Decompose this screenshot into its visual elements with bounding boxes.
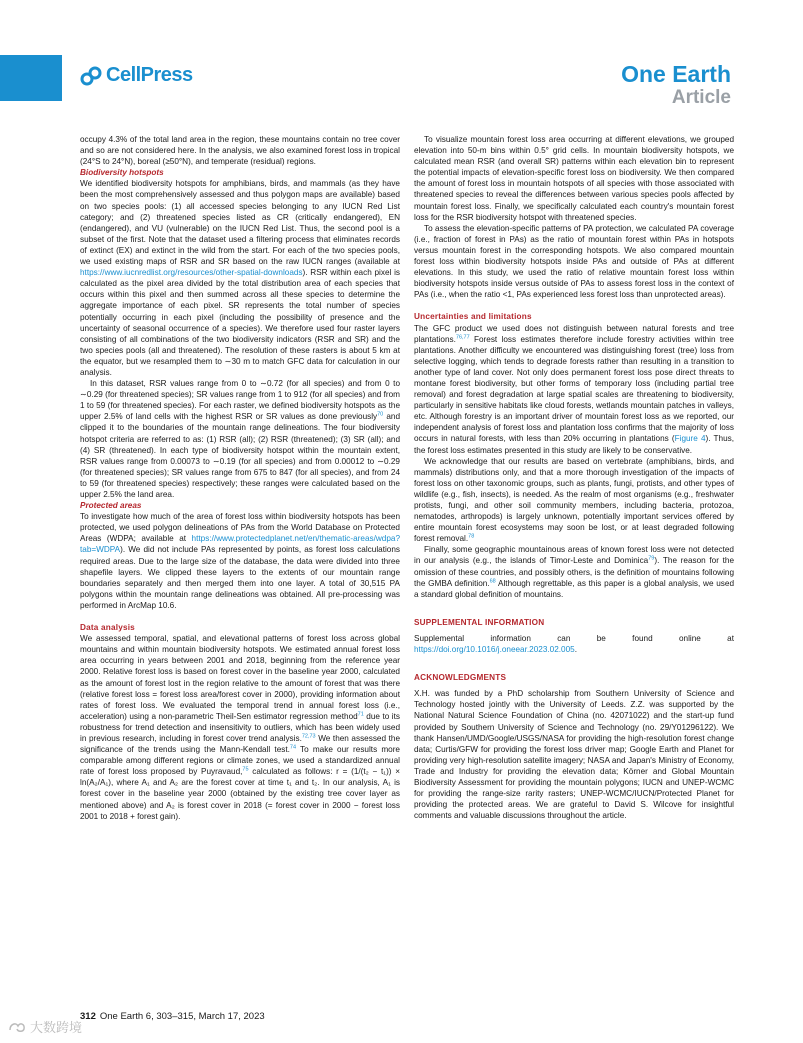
paragraph: To investigate how much of the area of forest loss within biodiversity hotspots has been protected, we used polygon delineations of PAs from the World Database on Protected Areas (WDPA; available at https://www.protectedplanet.net/en/thematic-areas/wdpa?tab=WDPA). We did not include PAs represented by points, as forest loss calculations required areas. Due to the large size of the database, the data were divided into three shapefile layers. We clipped these layers to the extents of our mountain range boundaries separately and then merged them into one layer. A total of 30,515 PA polygons within the mountain range delineations was obtained. All pre-processing was performed in ArcMap 10.6. bbox=[80, 512, 400, 610]
cellpress-logo-icon bbox=[80, 65, 102, 87]
reference[interactable]: 76,77 bbox=[455, 333, 470, 340]
watermark-icon bbox=[8, 1020, 26, 1034]
watermark-text: 大数跨境 bbox=[30, 1020, 83, 1035]
page-number: 312 bbox=[80, 1011, 96, 1022]
reference[interactable]: 68 bbox=[489, 577, 496, 584]
publisher-name: CellPress bbox=[106, 64, 193, 86]
section-tab bbox=[0, 55, 62, 101]
reference[interactable]: 71 bbox=[357, 711, 364, 718]
reference[interactable]: 72,73 bbox=[301, 733, 316, 740]
figure-link[interactable]: Figure 4 bbox=[674, 434, 706, 444]
citation: One Earth 6, 303–315, March 17, 2023 bbox=[99, 1011, 265, 1022]
subheading-biodiversity-hotspots: Biodiversity hotspots bbox=[80, 168, 164, 178]
reference[interactable]: 79 bbox=[648, 555, 655, 562]
heading-acknowledgments: ACKNOWLEDGMENTS bbox=[414, 673, 507, 683]
paragraph: We acknowledge that our results are based on vertebrate (amphibians, birds, and mammals) distributions only, and that a more thorough investigation of the impacts of forest loss on other taxonomic groups, such as plants, fungi, protists, and other types of wildlife (e.g., fish, insects), is needed. As the realm of most organisms (e.g., freshwater protists, fungi, and other soil community members, including bacteria, protozoa, nematodes, arthropods) is largely unknown, potentially important services offered by entire mountain forest ecosystems may soon be lost, or at least degraded following forest removal.$^{78}$ bbox=[414, 456, 734, 544]
reference[interactable]: 70 bbox=[377, 411, 384, 418]
journal-name: One Earth bbox=[621, 61, 731, 87]
page-footer bbox=[80, 1011, 265, 1022]
reference[interactable]: 75 bbox=[242, 766, 249, 773]
subheading-protected-areas: Protected areas bbox=[80, 501, 142, 511]
paragraph: X.H. was funded by a PhD scholarship from Southern University of Science and Technology hosted jointly with the University of Leeds. Z.Z. was supported by the National Natural Science Foundation of China (no. 42071022) and the start-up fund provided by Southern University of Science and Technology (no. 29/Y01296122). We thank Hansen/UMD/Google/USGS/NASA for providing the high-resolution forest change data; Curtis/GFW for providing the forest loss driver map; Google Earth and Planet for providing very high-resolution satellite imagery; NASA and Japan's Ministry of Economy, Trade and Industry for providing the elevation data; Körner and Global Mountain Biodiversity Assessment for providing the mountain polygons; IUCN and UNEP-WCMC for providing the range-size rarity rasters; UNEP-WCMC/IUCN/Protected Planet for providing the protected areas. We are grateful to David S. Wilcove for insightful comments and valuable discussions throughout the article. bbox=[414, 689, 734, 821]
iucn-link[interactable]: https://www.iucnredlist.org/resources/other-spatial-downloads bbox=[80, 268, 303, 278]
paragraph: We assessed temporal, spatial, and elevational patterns of forest loss across global mountains and within mountain biodiversity hotspots. We estimated annual forest loss area occurring in years between 2001 and 2018, beginning from the reference year 2000. Relative forest loss is based on forest cover in the baseline year 2000, calculated as the amount of forest lost in the region relative to the amount of forest that was there (relative forest loss = forest loss area/forest cover in 2000), providing information about rates of forest loss. We evaluated the temporal trend in annual forest loss (i.e., acceleration) using a non-parametric Theil-Sen estimator regression method$^{71}$ due to its robustness for trend detection and insensitivity to outliers, which has been widely used in previous research, including in forest cover trend analysis.$^{72,73}$ We then assessed the significance of the trends using the Mann-Kendall test.$^{74}$ To make our results more comparable among different regions or climate zones, we used a standardized annual rate of forest loss proposed by Puyravaud,$^{75}$ calculated as follows: r = (1/(t₂ − t₁)) × ln(A₂/A₁), where A₁ and A₂ are the forest cover at time t₁ and t₂. In our analysis, A₁ is forest cover in the baseline year 2000 (obtained by the existing tree cover layer as mentioned above) and A₂ is forest cover in 2018 (= forest cover in 2000 − forest loss 2001 to 2018 + forest gain). bbox=[80, 634, 401, 821]
paragraph: Supplemental information can be found online at https://doi.org/10.1016/j.oneear.2023.02.005. bbox=[414, 633, 734, 655]
paragraph: To assess the elevation-specific patterns of PA protection, we calculated PA coverage (i.e., fraction of forest in PAs) as the ratio of mountain forest within PAs in hotspots versus mountain forest in the corresponding hotspots. We also compared mountain forest loss within biodiversity hotspots inside PAs and outside of PAs at different elevations. In this study, we used the ratio of relative mountain forest loss within biodiversity hotspots inside versus outside of PAs to assess forest loss in the context of PAs (i.e., when the ratio <1, PAs experienced less forest loss than unprotected areas). bbox=[414, 223, 734, 300]
heading-supplemental: SUPPLEMENTAL INFORMATION bbox=[414, 617, 545, 627]
right-column bbox=[414, 134, 734, 821]
journal-header bbox=[621, 62, 731, 109]
watermark bbox=[8, 1017, 82, 1036]
left-column bbox=[80, 134, 400, 822]
article-type: Article bbox=[671, 87, 731, 108]
heading-uncertainties: Uncertainties and limitations bbox=[414, 312, 532, 322]
paragraph: We identified biodiversity hotspots for amphibians, birds, and mammals (as they have been the most comprehensively assessed and thus polygon maps are available) based on two species pools: (1) all accessed species belonging to any IUCN Red List category; and (2) threatened species listed as CR (critically endangered), EN (endangered), and VU (vulnerable) on the IUCN Red List. Thus, the second pool is a subset of the first. Note that the dataset used a filtering process that eliminates records of extinct (EX) and extinct in the wild from the start. For each of the two species pools, we used existing maps of RSR and SR based on the raw IUCN ranges (available at https://www.iucnredlist.org/resources/other-spatial-downloads). RSR within each pixel is calculated as the pixel area divided by the total distribution area of each species that occurs within this pixel and then summed across all these species to determine the aggregate importance of each pixel. SR represents the total number of species potentially occurring in each pixel (including the possibility of presence and the uncertainty of seasonal occurrence of a species). We therefore used four raster layers consisting of all combinations of the two biodiversity indicators (RSR and SR) and the two species pools (all and threatened). The resolution of these rasters is about 5 km at the equator, but we resampled them to ∼30 m to match GFC data for calculation in our analysis. bbox=[80, 179, 400, 377]
reference[interactable]: 74 bbox=[289, 744, 297, 751]
heading-data-analysis: Data analysis bbox=[80, 623, 135, 633]
doi-link[interactable]: https://doi.org/10.1016/j.oneear.2023.02.005 bbox=[414, 645, 575, 655]
paragraph: Finally, some geographic mountainous areas of known forest loss were not detected in our analysis (e.g., the islands of Timor-Leste and Dominica$^{79}$). The reason for the omission of these countries, and possibly others, is the definition of mountains following the GMBA definition.$^{68}$ Although regrettable, as this paper is a global analysis, we used a standard global definition of mountains. bbox=[414, 545, 734, 599]
cellpress-logo[interactable] bbox=[80, 64, 193, 87]
paragraph: The GFC product we used does not distinguish between natural forests and tree plantations.$^{76,77}$ Forest loss estimates therefore include forestry activities within tree plantations. Another difficulty we encountered was distinguishing forest (tree) loss from selective logging, which tends to degrade forests rather than resulting in a transition to another type of land cover. Not only does permanent forest loss pose direct threats to montane forest biodiversity, but other forms of temporary loss (including partial tree removal) and forest degradation at large spatial scales are threatening to biodiversity, particularly in sensitive habitats like cloud forests, wetlands mountain patches in valleys, etc. Although forestry is an important driver of mountain forest loss as we reported, our independent analysis of forest loss and plantation loss confirms that the majority of loss occurs in natural forests, with less than 20% occurring in plantations (Figure 4). Thus, the forest loss estimates presented in this study are likely to be conservative. bbox=[414, 323, 734, 455]
wdpa-link[interactable]: https://www.protectedplanet.net/en/thematic-areas/wdpa?tab=WDPA bbox=[80, 534, 400, 555]
paragraph: In this dataset, RSR values range from 0 to ∼0.72 (for all species) and from 0 to ∼0.29 (for threatened species); SR values range from 1 to 912 (for all species) and from 1 to 59 (for threatened species). For each raster, we defined biodiversity hotspots as the upper 2.5% of land cells with the highest RSR or SR values as done previously$^{70}$ and clipped it to the boundaries of the mountain range delineations. The four biodiversity hotspot criteria are referred to as: (1) RSR (all); (2) RSR (threatened); (3) SR (all); and (4) SR (threatened). In each type of biodiversity hotspot within the mountain extent, RSR values range from 0.00073 to ∼0.19 (for all species) and from 0.00012 to ∼0.29 (for threatened species); SR values range from 675 to 847 (for all species), and from 24 to 59 (for threatened species) respectively; these ranges were calculated based on the upper 2.5% the land area. bbox=[80, 379, 400, 499]
paragraph: occupy 4.3% of the total land area in the region, these mountains contain no tree cover and so are not considered here. In the analysis, we also examined forest loss in tropical (24°S to 24°N), boreal (≥50°N), and temperate (residual) regions. bbox=[80, 135, 400, 167]
reference[interactable]: 78 bbox=[468, 533, 475, 540]
paragraph: To visualize mountain forest loss area occurring at different elevations, we grouped elevation into 50-m bins within 0.5° grid cells. In mountain biodiversity hotspots, we calculated mean RSR (and overall SR) patterns within each elevation bin to represent the potential impacts of elevation-specific forest loss on biodiversity. We then compared the amount of forest loss in mountain hotspots of all species with those associated with threatened species to reveal the differences between various species pools affected by mountain forest loss. Finally, we specifically calculated each country's mountain forest loss for the RSR biodiversity hotspot with threatened species. bbox=[414, 135, 734, 222]
